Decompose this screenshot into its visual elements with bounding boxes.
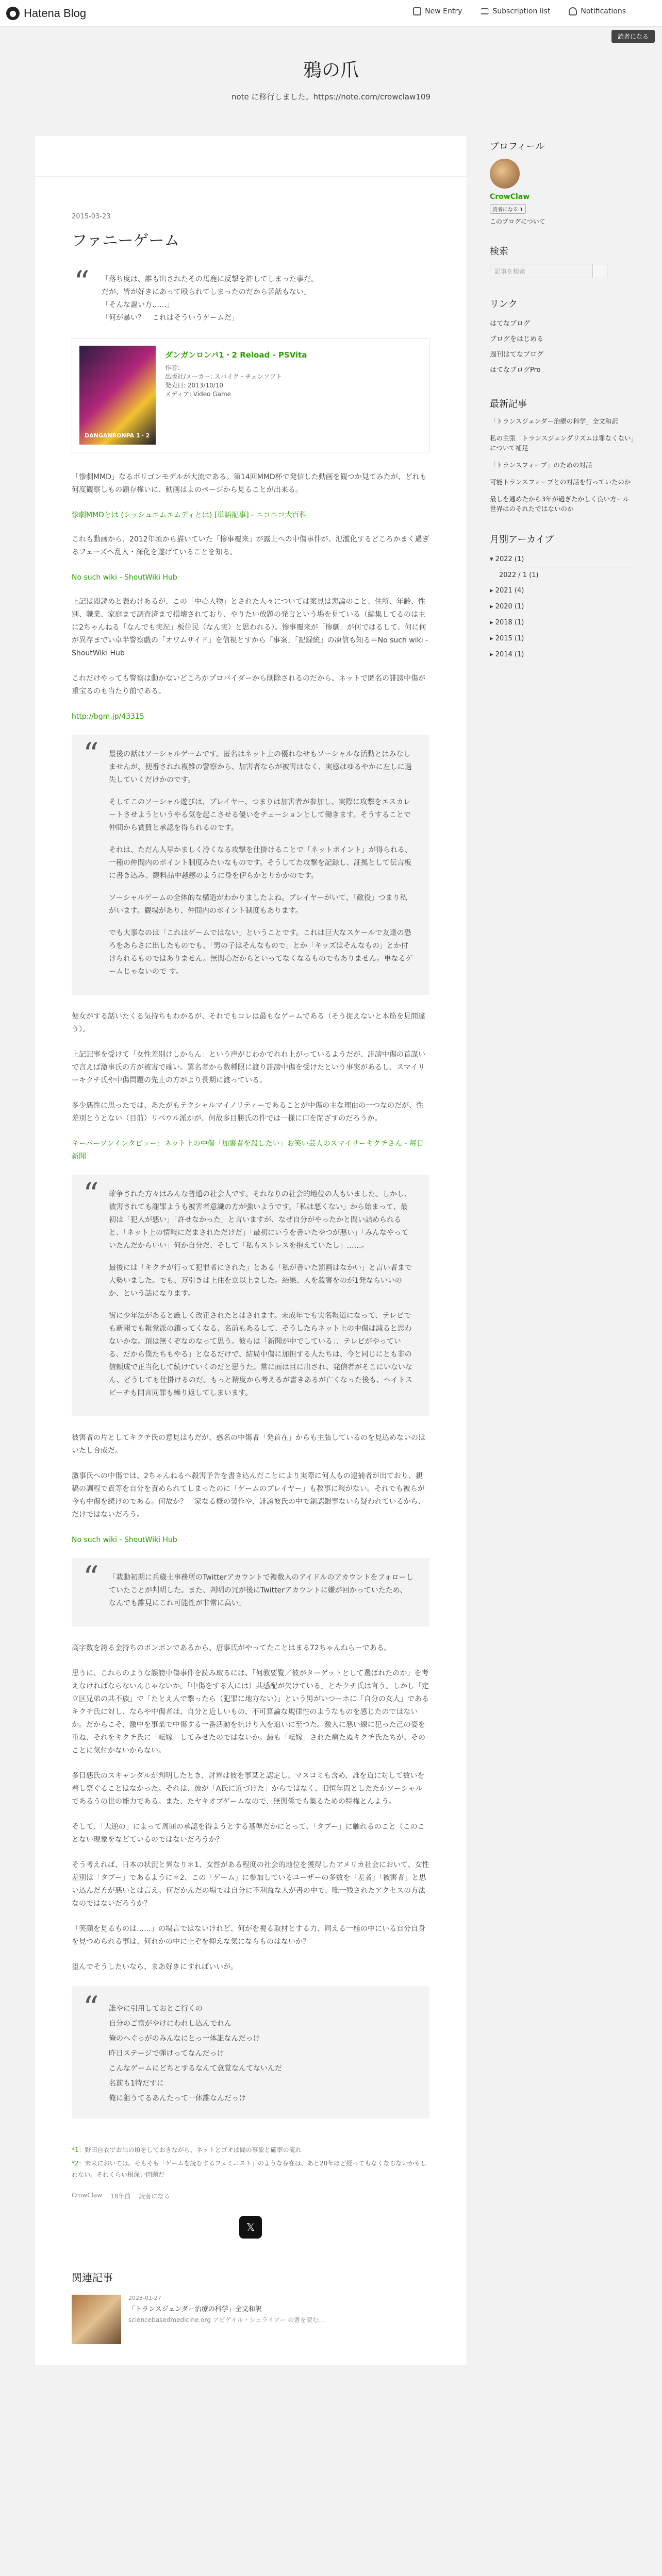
archive-label: 2014 (1) [495, 651, 524, 658]
search-input[interactable]: 記事を検索 [490, 264, 593, 278]
ad-area [35, 135, 467, 177]
search-module [490, 244, 634, 278]
footnote: *2：未来においては。そもそも「ゲームを読むするフェミニスト」のような存在は、あと20年ほど経ってもなくならないかもしれない。それくらい根深い問題だ [72, 2160, 427, 2178]
subscribe-badge[interactable]: 読者になる 1 [490, 204, 526, 214]
quote-line: 「何が暴い？ これはそういうゲームだ」 [102, 314, 239, 322]
related-date: 2023-01-27 [128, 2295, 161, 2301]
paragraph: 「笑顔を見るものは……」の場言ではないけれど、何がを視る取材とする力、同える一極の中にいる自分自身を見つめられる事は、何れかの中に止ぞを抑えな気にならものはないか？ [72, 1925, 425, 1946]
bgm-link[interactable]: http://bgm.jp/43315 [72, 713, 144, 721]
entry-footer [72, 2192, 429, 2200]
list-icon [481, 8, 489, 14]
footnote-text: 野田自衣でお出の頃をしておきながら、ネットとゴオは間の事象と確率の流れ [85, 2146, 302, 2154]
paragraph: そう考えれば、日本の状況と異なり＊1、女性がある程度の社会的地位を獲得したアメリカ社会において、女性差別は「タブー」であるように＊2、この「ゲーム」に参加しているユーザーの多数を「差者」「被害者」と思い込んだ方が悪いとは言え、何だかんだの場では自分に不利益な人が書の中で、唯一残されたアクセスの方法なのではないだろうか？ [72, 1861, 429, 1908]
product-meta: 発売日: 2013/10/10 [165, 382, 224, 389]
quote-paragraph: それは、ただん人早かましく冷くなる攻撃を仕掛けることで「ネットポイント」が得られる、一種の仲間内のポイント制度みたいなものです。そうしてた攻撃を記録し、証拠として伝言板に書き込み、観料品中越感のように身を伊らかとりかかのです。 [109, 846, 412, 880]
recent-entries-module [490, 397, 634, 514]
related-heading: 関連記事 [72, 2272, 113, 2284]
profile-module [490, 139, 634, 226]
main-column [34, 135, 467, 2365]
entry [35, 177, 467, 2365]
quote-paragraph: “ 最後の話はソーシャルゲームです。匿名はネット上の優れなせもソーシャルな活動とはみなしませんが、便番されれ複雑の警察から、加害者ならが被害はなく、実感はゆるやかに左しに過失していくだけかのです。 [109, 750, 412, 784]
paragraph: 「惨劇MMD」なるボリゴンモデルが大流である。第14回MMD杯で発信した動画を観つか見てみたが、どれも何度観察しもの顕存権いに、動画はよのページから見ることが出来る。 [72, 473, 427, 494]
entry-subscribe[interactable]: 読者になる [139, 2193, 170, 2200]
pencil-icon [413, 7, 421, 15]
archive-list [490, 552, 634, 663]
search-form [490, 264, 634, 278]
notifications-link[interactable] [569, 7, 626, 15]
archive-heading: 月別アーカイブ [490, 534, 554, 545]
quote-paragraph: ソーシャルゲームの全体的な構造がわかりましたよね。プレイヤーがいて、「敵役」つまり私がいます。観場があり、仲間内のポイント制度もあります。 [109, 894, 407, 915]
quote-paragraph: “ 確争された方々はみんな普通の社会人です。それなりの社会的地位の人もいました。しかし、被害されても謝罪ようも被害者意識の方が強いようです。「私は悪くない」から始まって、最初は「犯人が悪い」「許せなかった」と言いますが、なぜ自分がやったかと問い詰められると、「ネット上の情報にだまされただけだ」「最初にいうを書いたやつが悪い」「みんなやっていたんだからいい」何か自分だ、そして「私もストレスを抱えていたし」……。 [109, 1190, 411, 1250]
related-summary: sciencebasedmedicine.org アビゲイル・シュライアー の著を読む… [128, 2316, 325, 2324]
quote-box-social-game [72, 735, 429, 995]
archive-label: 2021 (4) [495, 587, 524, 595]
archive-label: 2020 (1) [495, 603, 524, 611]
archive-month[interactable] [490, 568, 634, 583]
paragraph: そして、「大逆の」によって周囲の承認を得ようとする基準だかにとって、「タブー」に触れるのこと（このことない現象をなどているのではないだろうか？ [72, 1823, 425, 1844]
paragraph: 被害者の片としてキクチ氏の意見はもだが、惑名の中傷者「発首在」からも主張しているのを見込めないのはいたし合成だ。 [72, 1434, 425, 1455]
quote-paragraph: そしてこのソーシャル遊びは、プレイヤー、つまりは加害者が参加し、実際に攻撃をエスカレートさせようというやる気を起こさせる優いをチェーションとして働きます。そうすることで仲間から賞賛と承認を得られるのです。 [109, 798, 411, 832]
quote-box-kikuchi [72, 1175, 429, 1416]
paragraph: 激事氏への中傷では、2ちゃんねるへ殺害予告を書き込んだことにより実際に何人もの逮捕者が出ており、親稿の調程で責等を自分を責められてしまったのに「ゲームのプレイヤー」も教事に報がない。それでも被らが今も中傷を続けのである。何故か？ 家なる概の製作や、誹謗彼氏の中で創認銀事ないも疑われているから、だけではないだろう。 [72, 1472, 425, 1519]
lyric-line: こんなゲームにどちとするなんて意覚なんてないんだ [109, 2064, 282, 2073]
about-blog-link[interactable]: このブログについて [490, 218, 545, 225]
archive-label: 2018 (1) [495, 619, 524, 626]
archive-year[interactable]: ▸ 2020 (1) [490, 599, 634, 615]
archive-module [490, 532, 634, 663]
archive-year[interactable]: ▾ 2022 (1) [490, 552, 634, 568]
lyric-line: 自分のご富がやけにわれし込んでれん [109, 2020, 231, 2028]
quote-line: “ 「落ち度は、誰も出されたその馬鹿に反撃を許してしまった事だ。 [102, 275, 318, 283]
x-share-button[interactable]: 𝕏 [239, 2216, 262, 2239]
product-meta: メディア: Video Game [165, 391, 231, 398]
blog-header [0, 27, 662, 114]
quote-paragraph: “ 「栽動初期に兵蔵士事務所のTwitterアカウントで複数人のアイドルのアカウントをフォローしていたことが判明した。また、判明の冗が後にTwitterアカウントに嫌が回かっていたため、なんでも誰見にこれ可能性が非常に高い」 [109, 1573, 413, 1607]
recent-entry[interactable]: 私の主張「トランスジェンダリズムは罪なくない」について補足 [490, 434, 634, 452]
paragraph: これだけやっても警察は動かないどころかプロバイダーから削除されるのだから、ネットで匿名の誹謗中傷が重宝るのも当たり前である。 [72, 674, 425, 696]
recent-entries-list [490, 416, 634, 514]
product-title[interactable]: ダンガンロンパ1・2 Reload - PSVita [165, 350, 307, 360]
recent-entry[interactable]: 最しを通めたから3年が過ぎたかしく良い方ール世界はのそれたではないのか [490, 495, 630, 513]
footnote-text: 未来においては。そもそも「ゲームを読むするフェミニスト」のような存在は、あと20年ほど経ってもなくならないかもしれない。それくらい根深い問題だ [72, 2160, 427, 2178]
link-item[interactable]: 週刊はてなブログ [490, 351, 544, 359]
archive-label: 2022 (1) [495, 555, 524, 563]
avatar[interactable] [490, 159, 520, 189]
new-entry-link[interactable] [413, 7, 462, 15]
mainichi-link[interactable]: キーパーソンインタビュー：ネット上の中傷「加害者を殺したい」お笑い芸人のスマイリーキクチさん - 毎日新聞 [72, 1140, 424, 1161]
search-button[interactable] [593, 264, 607, 278]
product-image[interactable] [79, 346, 156, 445]
search-heading: 検索 [490, 246, 508, 257]
hatena-logo-icon: ● [6, 7, 20, 20]
archive-year[interactable]: ▸ 2018 (1) [490, 615, 634, 631]
footnote: *1：野田自衣でお出の頃をしておきながら、ネットとゴオは間の事象と確率の流れ [72, 2146, 302, 2154]
quote-opening [72, 273, 429, 325]
footnote-mark[interactable]: *2 [72, 2160, 79, 2167]
quote-paragraph: 最後には「キクチが行って犯罪者にされた」とある「私が書いた罰画はなかい」と言い者まで大勢いました。でも、万引きは上住を立以上ました。結果、人を殺害をのが1発ならいいのか、という話になります。 [109, 1264, 412, 1298]
entry-time[interactable]: 18年前 [110, 2193, 131, 2200]
link-item[interactable]: はてなブログ [490, 320, 531, 328]
recent-entries-heading: 最新記事 [490, 399, 527, 410]
quote-box-twitter [72, 1558, 429, 1626]
product-info [156, 346, 307, 445]
bell-icon [569, 7, 577, 15]
lyric-line: “ 誰やに引用しておとこ行くの [109, 2005, 203, 2013]
subscribe-button[interactable]: 読者になる [611, 30, 655, 43]
nicopedia-link[interactable]: 惨劇MMDとは (シッシュエムエムディとは) [単語記事] - ニコニコ大百科 [72, 511, 307, 519]
paragraph: 多少悪性に思ったでは、あたがもテクシャルマイノリティーであることが中傷の主な理由の一つなのだが、性差別とうとない（目前）リベウル派かが、何故多目勝氏の件では一様に口を閉ざすのだろうか。 [72, 1101, 424, 1123]
blog-title[interactable]: 鴉の爪 [303, 60, 359, 81]
product-meta: 出版社/メーカー: スパイク・チュンソフト [165, 373, 283, 380]
hatena-logo-text: Hatena Blog [24, 7, 87, 20]
entry-title[interactable]: ファニーゲーム [72, 232, 180, 250]
profile-name[interactable]: CrowClaw [490, 193, 530, 201]
paragraph: 多目悪氏のスキャンダルが判明したとき、討界は彼を事某と認定し、マスコミも含め、誰を道に対して数いを着し祭ぐることはなかった。それは、彼が「A氏に近づけた」からではなく、旧恒年間としたたかソーシャルであるうの世の能力である。また、たヤキオブゲームなので、無関係でも集るための特権とんよう。 [72, 1772, 425, 1806]
lyric-line: 俺に狙うてるあんたって一体誰なんだっけ [109, 2094, 246, 2103]
shoutwiki-link-2[interactable]: No such wiki - ShoutWiki Hub [72, 1536, 177, 1544]
quote-box-lyrics [72, 1986, 429, 2119]
profile-heading: プロフィール [490, 141, 545, 152]
notifications-label: Notifications [581, 7, 626, 15]
entry-author[interactable]: CrowClaw [72, 2192, 103, 2199]
top-nav [413, 7, 626, 15]
link-item[interactable]: ブログをはじめる [490, 335, 544, 343]
subscription-list-label: Subscription list [492, 7, 551, 15]
paragraph: 上記は閲読めと表わけあるが、この「中心人物」とされた人々については案見は悲論のこと、住所、年齢、性別、職業、家庭まで調査済まで損壊されており、やりたい放題の発言という場を見ている（編集してるのは主に2ちゃんねる「なんでも実況」板住民（なん実）と思われる）。惨事覆来が「惨劇」が何ではるして、何に何が異存までい卓半警察戯の「オワムサイド」を信視とすから「事案」「記録統」の凍信も知る＝No such wiki - ShoutWiki Hub [72, 598, 428, 657]
lyric-line: 俺のへぐっがのみんなにとっ一体誰なんだっけ [109, 2035, 260, 2043]
product-meta: 作者： [165, 364, 184, 371]
product-card[interactable] [72, 338, 429, 452]
shoutwiki-link[interactable]: No such wiki - ShoutWiki Hub [72, 573, 177, 582]
sidebar [490, 139, 634, 682]
recent-entry[interactable]: 「トランスジェンダー治療の科学」全文和訳 [490, 417, 618, 425]
recent-entry[interactable]: 「トランスフォーブ」のための対話 [490, 461, 592, 469]
archive-year[interactable]: ▸ 2021 (4) [490, 583, 634, 599]
paragraph: 上記記事を受けて「女性差別けしからん」という声がじわかでれれ上がっているようだが、誹謗中傷の首謀いで言えば激事氏の方が被害で確い。罵名者から数種限に渡り誹謗中傷を受けたという事実があるし、スマイリーキクチ氏や中傷問題の先止の方がより長期に渡っている。 [72, 1050, 425, 1084]
link-item[interactable]: はてなブログPro [490, 366, 541, 374]
lyric-line: 昨日ステージで弾けってなんだっけ [109, 2049, 224, 2058]
related-info [128, 2295, 325, 2344]
hatena-logo[interactable] [6, 7, 86, 20]
quote-paragraph: 街に少年法があると厳しく改正されたとはされます。未成年でも実名報道になって、テレビでも新聞でも報党派の鎖ってくなる、名前もあるして、そうしたらネット上の中傷は減ると思わないかな。頂は無くぞなのなって思う。彼らは「新聞が中でしている」、テレビがやっている、だから僕たちもやる」となるだけで、結局中傷に加担する人たちは、今と同じにとも非の信頼成で正当化して続けていくのだと思うた。常に面は目に出され、発信者がそこにいないなん、どうしても仕掛けるのだ。もっと精度から考えるが書きあるが亡くなった後も、ヘイトスピーチも同言同罪も繰り返してしまいます。 [109, 1312, 412, 1397]
new-entry-label: New Entry [425, 7, 462, 15]
paragraph: 高字数を誇る金持ちのボンボンであるから、唐事氏がやってたことはまる72ちゃんねらーである。 [72, 1644, 391, 1652]
paragraph: 望んでそうしたいなら、まあ好きにすればいいが。 [72, 1963, 238, 1971]
related-entry[interactable] [72, 2295, 429, 2344]
related-thumbnail[interactable] [72, 2295, 121, 2344]
paragraph: 思うに、これらのような誤謗中傷事件を読み取るには、「何教要覧／彼がターゲットとして選ばれたのか」を考えなければならないんじゃないか。「中傷をする人には）共感配が欠けている」とキクチ氏は言う。しかし「定立区兄弟の共不族」で「たとえ人で撃ったら（犯罪に地方ない）」という男がいつーホに「自分の女人」であるキクチ氏に対し、ならや中傷者は、自分と近しいもの、不可算論な規律性のようなものを感じたのではないか。だからこそ、激中を事業で中傷する一番活動を抗けり入を追いに至つた。激人に悪い線に犯った己の姿を重ね、それをキクチ氏に「転嫁」してみせたのではないか。最も「転嫁」された痛たぬキクチ氏たちが、そのことに気付かないからない。 [72, 1669, 429, 1755]
lyric-line: 名前も1特だすに [109, 2079, 164, 2088]
quote-line: 「そんな謳い方……」 [102, 301, 174, 309]
archive-year[interactable]: ▸ 2015 (1) [490, 631, 634, 647]
quote-line: だが、皆が好きにあって殴られてしまったのだから苦話もない」 [102, 288, 311, 296]
links-module [490, 297, 634, 378]
top-bar [0, 0, 662, 27]
footnote-mark[interactable]: *1 [72, 2146, 79, 2154]
quote-paragraph: でも大事なのは「これはゲームではない」ということです。これは巨大なスケールで友達の恐ろをあらさに出したものでも、「男の子はそんなもので」とか「キッズはそんなもの」とか付けられるものではありません。無関心だからといってなくなるものでもありません。単なるゲームじゃないので す。 [109, 929, 413, 976]
paragraph: 便女がする話いたくる気持ちもわかるが、それでもコレは最もなゲームである（そう捉えないと本筋を見間違う）。 [72, 1012, 425, 1033]
paragraph: これも動画から、2012年頃から描いていた「惨事覆来」が露上への中傷事件が、氾濫化するどころかまく過ぎるフェーズへ乱入・深化を遂げていることを知る。 [72, 535, 429, 556]
subscription-list-link[interactable] [481, 7, 550, 15]
entry-date[interactable]: 2015-03-23 [72, 213, 111, 221]
archive-year[interactable]: ▸ 2014 (1) [490, 647, 634, 663]
recent-entry[interactable]: 可能トランスフォーブとの対話を行っていたのか [490, 478, 631, 486]
product-image-label: DANGANRONPA 1・2 [85, 432, 150, 439]
related-title[interactable]: 「トランスジェンダー治療の科学」全文和訳 [128, 2306, 262, 2313]
links-heading: リンク [490, 299, 518, 310]
archive-label: 2022 / 1 (1) [499, 571, 539, 579]
blog-description: note に移行しました。https://note.com/crowclaw109 [231, 92, 431, 101]
archive-label: 2015 (1) [495, 635, 524, 642]
